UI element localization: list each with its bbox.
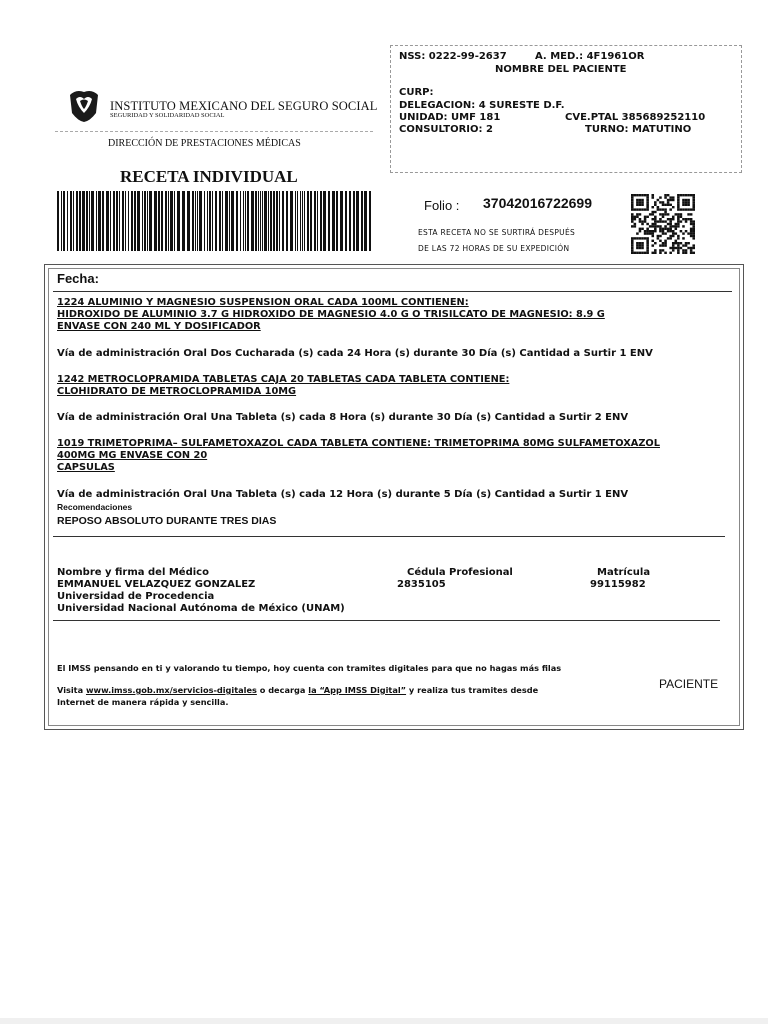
patient-name: NOMBRE DEL PACIENTE xyxy=(495,64,627,75)
consultorio: CONSULTORIO: 2 xyxy=(399,124,493,135)
folio-label: Folio : xyxy=(424,198,460,213)
med2-line2: CLOHIDRATO DE METROCLOPRAMIDA 10MG xyxy=(57,386,297,397)
procedencia-value: Universidad Nacional Autónoma de México (UNAM) xyxy=(57,603,345,614)
page-bottom-edge xyxy=(0,1018,768,1024)
copy-label: PACIENTE xyxy=(659,677,719,691)
footer-line2 xyxy=(57,685,538,695)
a-med: A. MED.: 4F1961OR xyxy=(535,51,645,62)
cedula-value: 2835105 xyxy=(397,579,446,590)
footer-line3: Internet de manera rápida y sencilla. xyxy=(57,697,229,707)
footer-visita-text: Visita xyxy=(57,685,86,695)
med1-line1: 1224 ALUMINIO Y MAGNESIO SUSPENSION ORAL CADA 100ML CONTIENEN: xyxy=(57,297,469,308)
footer-tramites-text: y realiza tus tramites desde xyxy=(406,685,539,695)
institution-motto: SEGURIDAD Y SOLIDARIDAD SOCIAL xyxy=(110,112,225,119)
unidad: UNIDAD: UMF 181 xyxy=(399,112,501,123)
fecha-divider xyxy=(53,291,732,292)
procedencia-label: Universidad de Procedencia xyxy=(57,591,215,602)
qr-code xyxy=(631,194,695,254)
imss-eagle-logo-icon xyxy=(66,89,102,123)
doctor-divider xyxy=(53,620,720,621)
med2-dosage: Vía de administración Oral Una Tableta (s) cada 8 Hora (s) durante 30 Día (s) Cantidad a Surtir 2 ENV xyxy=(57,412,629,423)
doctor-name: EMMANUEL VELAZQUEZ GONZALEZ xyxy=(57,579,256,590)
document-title: RECETA INDIVIDUAL xyxy=(120,167,298,186)
imss-app-link[interactable]: la “App IMSS Digital” xyxy=(308,685,407,695)
med1-line3: ENVASE CON 240 ML Y DOSIFICADOR xyxy=(57,321,261,332)
matricula-value: 99115982 xyxy=(590,579,646,590)
recomendaciones-label: Recomendaciones xyxy=(57,502,133,512)
cve-ptal: CVE.PTAL 385689252110 xyxy=(565,112,706,123)
turno: TURNO: MATUTINO xyxy=(585,124,692,135)
institution-name: INSTITUTO MEXICANO DEL SEGURO SOCIAL xyxy=(110,99,378,113)
folio-number: 37042016722699 xyxy=(483,195,593,211)
direccion-prestaciones: DIRECCIÓN DE PRESTACIONES MÉDICAS xyxy=(108,138,301,149)
med2-line1: 1242 METROCLOPRAMIDA TABLETAS CAJA 20 TABLETAS CADA TABLETA CONTIENE: xyxy=(57,374,510,385)
recomendaciones-text: REPOSO ABSOLUTO DURANTE TRES DIAS xyxy=(57,515,277,527)
cedula-label: Cédula Profesional xyxy=(407,567,513,578)
doctor-name-label: Nombre y firma del Médico xyxy=(57,567,209,578)
matricula-label: Matrícula xyxy=(597,567,651,578)
nss: NSS: 0222-99-2637 xyxy=(399,51,507,62)
med3-line3: CAPSULAS xyxy=(57,462,115,473)
footer-or-text: o decarga xyxy=(256,685,309,695)
header-divider xyxy=(55,131,373,132)
curp: CURP: xyxy=(399,87,434,98)
med1-dosage: Vía de administración Oral Dos Cucharada (s) cada 24 Hora (s) durante 30 Día (s) Cantidad a Surtir 1 ENV xyxy=(57,348,653,359)
recommendations-divider xyxy=(53,536,725,537)
fecha-label: Fecha: xyxy=(57,271,99,286)
imss-digital-services-link[interactable]: www.imss.gob.mx/servicios-digitales xyxy=(85,685,257,695)
barcode xyxy=(57,191,373,251)
med3-line2: 400MG MG ENVASE CON 20 xyxy=(57,450,208,461)
footer-line1: El IMSS pensando en ti y valorando tu tiempo, hoy cuenta con tramites digitales para que no hagas más filas xyxy=(57,663,562,673)
expiry-notice-line2: DE LAS 72 HORAS DE SU EXPEDICIÓN xyxy=(418,244,570,253)
patient-info-box xyxy=(390,45,742,173)
med1-line2: HIDROXIDO DE ALUMINIO 3.7 G HIDROXIDO DE MAGNESIO 4.0 G O TRISILCATO DE MAGNESIO: 8.9 G xyxy=(57,309,605,320)
med3-line1: 1019 TRIMETOPRIMA– SULFAMETOXAZOL CADA TABLETA CONTIENE: TRIMETOPRIMA 80MG SULFAMETOXAZOL xyxy=(57,438,660,449)
med3-dosage: Vía de administración Oral Una Tableta (s) cada 12 Hora (s) durante 5 Día (s) Cantidad a Surtir 1 ENV xyxy=(57,489,629,500)
delegacion: DELEGACION: 4 SURESTE D.F. xyxy=(399,100,565,111)
expiry-notice-line1: ESTA RECETA NO SE SURTIRÁ DESPUÉS xyxy=(418,228,576,237)
